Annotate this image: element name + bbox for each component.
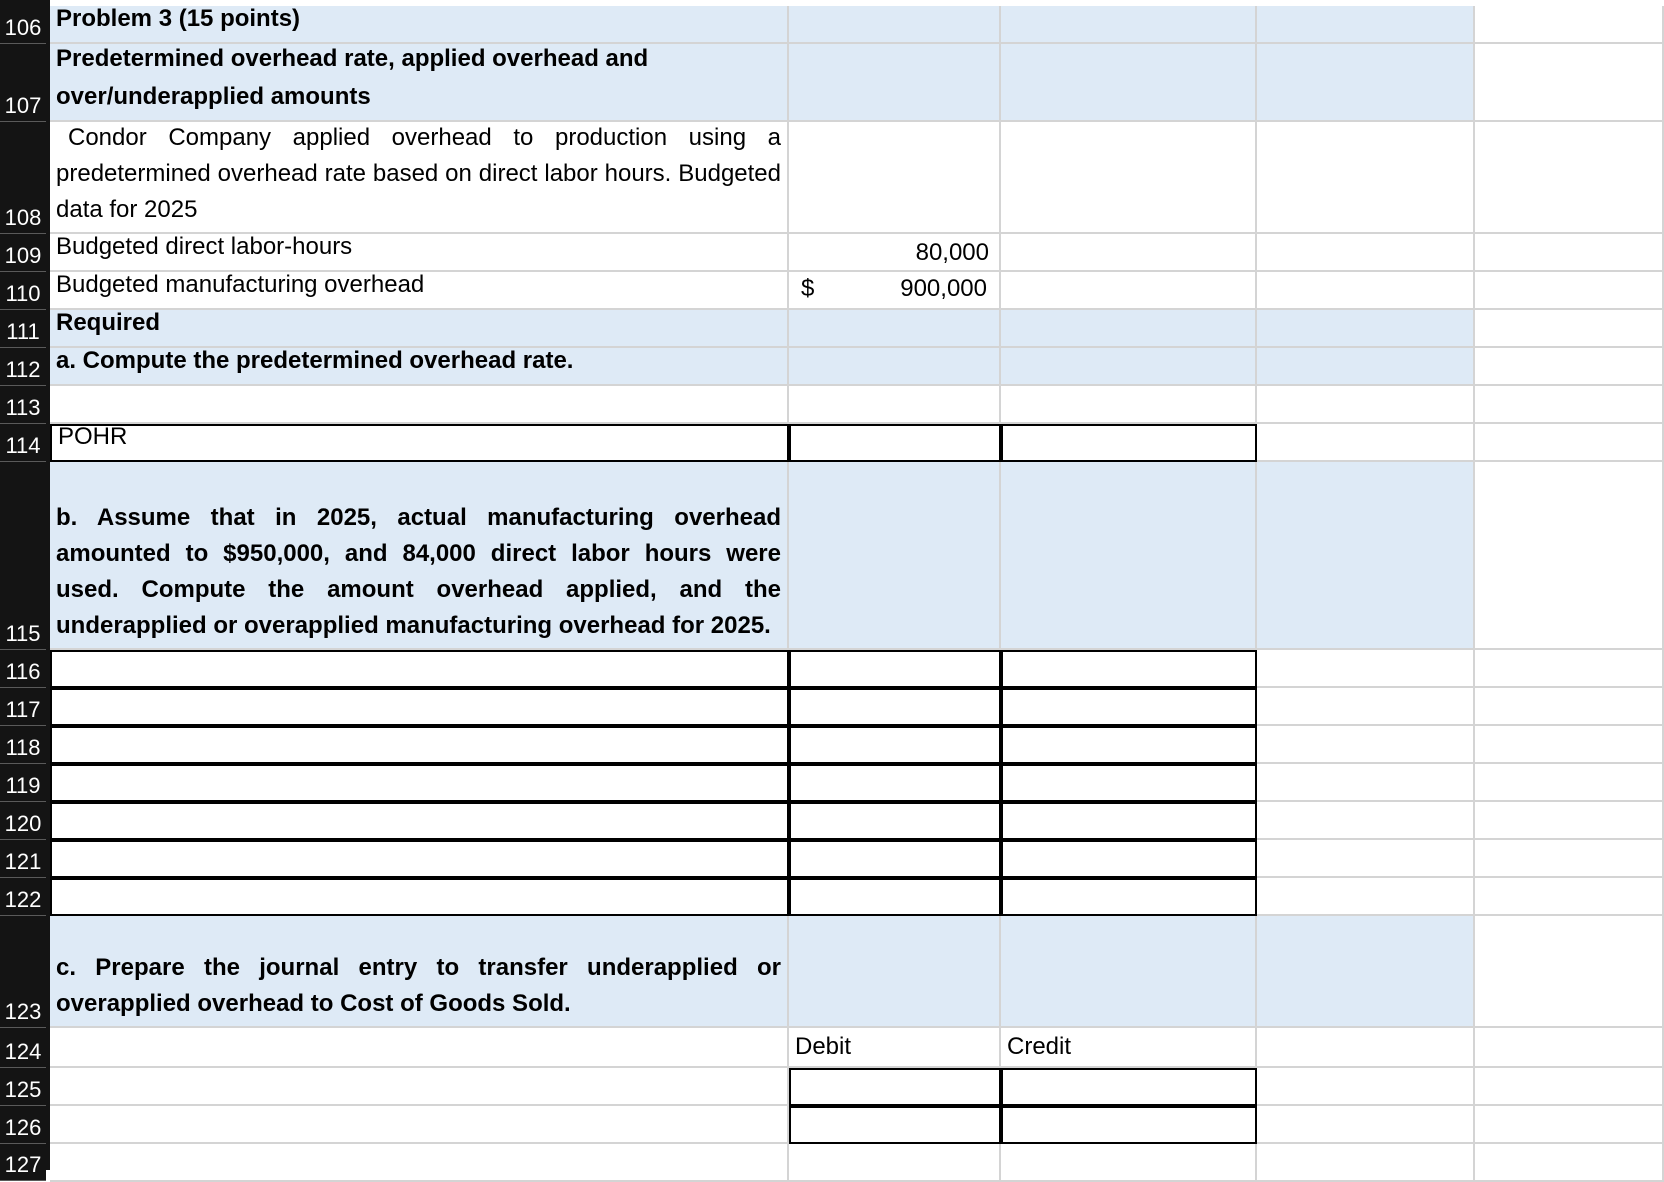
cell-B111[interactable] (789, 310, 1001, 348)
cell-A112[interactable] (50, 348, 789, 386)
row-number[interactable]: 114 (0, 431, 46, 462)
row-number[interactable]: 122 (0, 885, 46, 916)
row-108 (0, 122, 1664, 234)
row-119 (0, 764, 1664, 802)
cell-B118[interactable] (789, 726, 1001, 764)
cell-C115[interactable] (1001, 462, 1257, 650)
cell-A121[interactable] (50, 840, 789, 878)
cell-E117[interactable] (1475, 688, 1664, 726)
cell-A106[interactable] (50, 6, 789, 44)
cell-B123[interactable] (789, 916, 1001, 1028)
row-123 (0, 916, 1664, 1028)
part-a-prompt: a. Compute the predetermined overhead rate. (56, 348, 574, 374)
cell-A111[interactable] (50, 310, 789, 348)
cell-C116[interactable] (1001, 650, 1257, 688)
cell-B106[interactable] (789, 6, 1001, 44)
row-107 (0, 44, 1664, 122)
cell-B117[interactable] (789, 688, 1001, 726)
row-number[interactable]: 115 (0, 619, 46, 650)
cell-D127[interactable] (1257, 1144, 1475, 1182)
cell-E111[interactable] (1475, 310, 1664, 348)
cell-E107[interactable] (1475, 44, 1664, 122)
cell-B119[interactable] (789, 764, 1001, 802)
cell-C109[interactable] (1001, 234, 1257, 272)
cell-C125[interactable] (1001, 1068, 1257, 1106)
cell-A113[interactable] (50, 386, 789, 424)
row-127 (0, 1144, 1664, 1182)
cell-A120[interactable] (50, 802, 789, 840)
cell-B112[interactable] (789, 348, 1001, 386)
cell-B127[interactable] (789, 1144, 1001, 1182)
budgeted-overhead-label: Budgeted manufacturing overhead (56, 272, 425, 298)
cell-A119[interactable] (50, 764, 789, 802)
cell-A115[interactable] (50, 462, 789, 650)
row-124 (0, 1028, 1664, 1068)
cell-B108[interactable] (789, 122, 1001, 234)
debit-header: Debit (795, 1033, 852, 1060)
cell-B114[interactable] (789, 424, 1001, 462)
cell-B126[interactable] (789, 1106, 1001, 1144)
row-121 (0, 840, 1664, 878)
cell-E112[interactable] (1475, 348, 1664, 386)
cell-C111[interactable] (1001, 310, 1257, 348)
cell-C120[interactable] (1001, 802, 1257, 840)
cell-A107[interactable] (50, 44, 789, 122)
cell-B120[interactable] (789, 802, 1001, 840)
cell-B113[interactable] (789, 386, 1001, 424)
row-117 (0, 688, 1664, 726)
cell-C110[interactable] (1001, 272, 1257, 310)
cell-C122[interactable] (1001, 878, 1257, 916)
cell-C117[interactable] (1001, 688, 1257, 726)
cell-D124[interactable] (1257, 1028, 1475, 1068)
cell-E115[interactable] (1475, 462, 1664, 650)
cell-C107[interactable] (1001, 44, 1257, 122)
cell-B107[interactable] (789, 44, 1001, 122)
cell-D126[interactable] (1257, 1106, 1475, 1144)
cell-C126[interactable] (1001, 1106, 1257, 1144)
problem-description: Condor Company applied overhead to production using a predetermined overhead rate based on direct labor hours. Budgeted data for 2025 (56, 124, 781, 223)
cell-D125[interactable] (1257, 1068, 1475, 1106)
row-number[interactable]: 121 (0, 847, 46, 878)
cell-E106[interactable] (1475, 6, 1664, 44)
cell-D116[interactable] (1257, 650, 1475, 688)
row-120 (0, 802, 1664, 840)
cell-D109[interactable] (1257, 234, 1475, 272)
cell-E118[interactable] (1475, 726, 1664, 764)
row-number[interactable]: 124 (0, 1037, 46, 1068)
cell-D107[interactable] (1257, 44, 1475, 122)
row-126 (0, 1106, 1664, 1144)
cell-A127[interactable] (50, 1144, 789, 1182)
row-number[interactable]: 126 (0, 1113, 46, 1144)
problem-subtitle: Predetermined overhead rate, applied overhead and over/underapplied amounts (56, 45, 649, 110)
row-number[interactable]: 116 (0, 657, 46, 688)
row-111 (0, 310, 1664, 348)
row-number[interactable]: 120 (0, 809, 46, 840)
cell-D110[interactable] (1257, 272, 1475, 310)
row-number[interactable]: 118 (0, 733, 46, 764)
currency-symbol: $ (801, 275, 815, 302)
row-number[interactable]: 113 (0, 393, 46, 424)
cell-B110[interactable] (789, 272, 1001, 310)
cell-D108[interactable] (1257, 122, 1475, 234)
row-109 (0, 234, 1664, 272)
cell-A123[interactable] (50, 916, 789, 1028)
row-number[interactable]: 110 (0, 279, 46, 310)
row-114 (0, 424, 1664, 462)
part-b-prompt: b. Assume that in 2025, actual manufacturing overhead amounted to $950,000, and 84,000 direct labor hours were used. Compute the amount overhead applied, and the underapplied or overapplied manufacturing overhead for 2025. (56, 504, 781, 639)
cell-A118[interactable] (50, 726, 789, 764)
row-number[interactable]: 108 (0, 203, 46, 234)
cell-A116[interactable] (50, 650, 789, 688)
cell-A108[interactable] (50, 122, 789, 234)
cell-D121[interactable] (1257, 840, 1475, 878)
cell-A125[interactable] (50, 1068, 789, 1106)
cell-E126[interactable] (1475, 1106, 1664, 1144)
row-number[interactable]: 111 (0, 317, 46, 348)
cell-E113[interactable] (1475, 386, 1664, 424)
row-number[interactable]: 117 (0, 695, 46, 726)
cell-D113[interactable] (1257, 386, 1475, 424)
cell-E124[interactable] (1475, 1028, 1664, 1068)
cell-E116[interactable] (1475, 650, 1664, 688)
budgeted-overhead-value: 900,000 (900, 275, 987, 302)
cell-C121[interactable] (1001, 840, 1257, 878)
cell-C112[interactable] (1001, 348, 1257, 386)
cell-D106[interactable] (1257, 6, 1475, 44)
cell-E125[interactable] (1475, 1068, 1664, 1106)
cell-A109[interactable] (50, 234, 789, 272)
row-112 (0, 348, 1664, 386)
cell-B125[interactable] (789, 1068, 1001, 1106)
cell-B121[interactable] (789, 840, 1001, 878)
row-number[interactable]: 112 (0, 355, 46, 386)
budgeted-hours-value: 80,000 (915, 239, 989, 266)
cell-C123[interactable] (1001, 916, 1257, 1028)
cell-D117[interactable] (1257, 688, 1475, 726)
cell-D115[interactable] (1257, 462, 1475, 650)
problem-title: Problem 3 (15 points) (56, 6, 301, 32)
row-number[interactable]: 127 (0, 1150, 46, 1181)
cell-E110[interactable] (1475, 272, 1664, 310)
row-125 (0, 1068, 1664, 1106)
budgeted-hours-wrap (789, 234, 1001, 272)
cell-A126[interactable] (50, 1106, 789, 1144)
cell-B124[interactable] (789, 1028, 1001, 1068)
row-number[interactable]: 107 (0, 91, 46, 122)
cell-E122[interactable] (1475, 878, 1664, 916)
cell-D118[interactable] (1257, 726, 1475, 764)
cell-D119[interactable] (1257, 764, 1475, 802)
cell-D122[interactable] (1257, 878, 1475, 916)
cell-D120[interactable] (1257, 802, 1475, 840)
row-110 (0, 272, 1664, 310)
row-106 (0, 6, 1664, 44)
cell-B122[interactable] (789, 878, 1001, 916)
pohr-label: POHR (58, 424, 128, 450)
cell-E109[interactable] (1475, 234, 1664, 272)
cell-A124[interactable] (50, 1028, 789, 1068)
cell-A110[interactable] (50, 272, 789, 310)
cell-E121[interactable] (1475, 840, 1664, 878)
row-118 (0, 726, 1664, 764)
cell-C114[interactable] (1001, 424, 1257, 462)
row-number[interactable]: 109 (0, 241, 46, 272)
cell-A122[interactable] (50, 878, 789, 916)
cell-A117[interactable] (50, 688, 789, 726)
cell-C113[interactable] (1001, 386, 1257, 424)
row-number[interactable]: 125 (0, 1075, 46, 1106)
row-113 (0, 386, 1664, 424)
cell-D112[interactable] (1257, 348, 1475, 386)
cell-C119[interactable] (1001, 764, 1257, 802)
cell-C108[interactable] (1001, 122, 1257, 234)
cell-A114[interactable] (50, 424, 789, 462)
row-115 (0, 462, 1664, 650)
cell-E123[interactable] (1475, 916, 1664, 1028)
cell-C127[interactable] (1001, 1144, 1257, 1182)
cell-D123[interactable] (1257, 916, 1475, 1028)
cell-E119[interactable] (1475, 764, 1664, 802)
row-number[interactable]: 119 (0, 771, 46, 802)
row-116 (0, 650, 1664, 688)
cell-C118[interactable] (1001, 726, 1257, 764)
cell-B115[interactable] (789, 462, 1001, 650)
part-c-prompt: c. Prepare the journal entry to transfer underapplied or overapplied overhead to Cost of Goods Sold. (56, 954, 781, 1017)
cell-B116[interactable] (789, 650, 1001, 688)
row-122 (0, 878, 1664, 916)
cell-C106[interactable] (1001, 6, 1257, 44)
row-number[interactable]: 106 (0, 13, 46, 44)
row-number[interactable]: 123 (0, 997, 46, 1028)
cell-E127[interactable] (1475, 1144, 1664, 1182)
cell-E114[interactable] (1475, 424, 1664, 462)
cell-E120[interactable] (1475, 802, 1664, 840)
budgeted-hours-label: Budgeted direct labor-hours (56, 234, 353, 260)
cell-C124[interactable] (1001, 1028, 1257, 1068)
required-heading: Required (56, 310, 161, 336)
cell-E108[interactable] (1475, 122, 1664, 234)
cell-D114[interactable] (1257, 424, 1475, 462)
cell-D111[interactable] (1257, 310, 1475, 348)
credit-header: Credit (1007, 1033, 1072, 1060)
